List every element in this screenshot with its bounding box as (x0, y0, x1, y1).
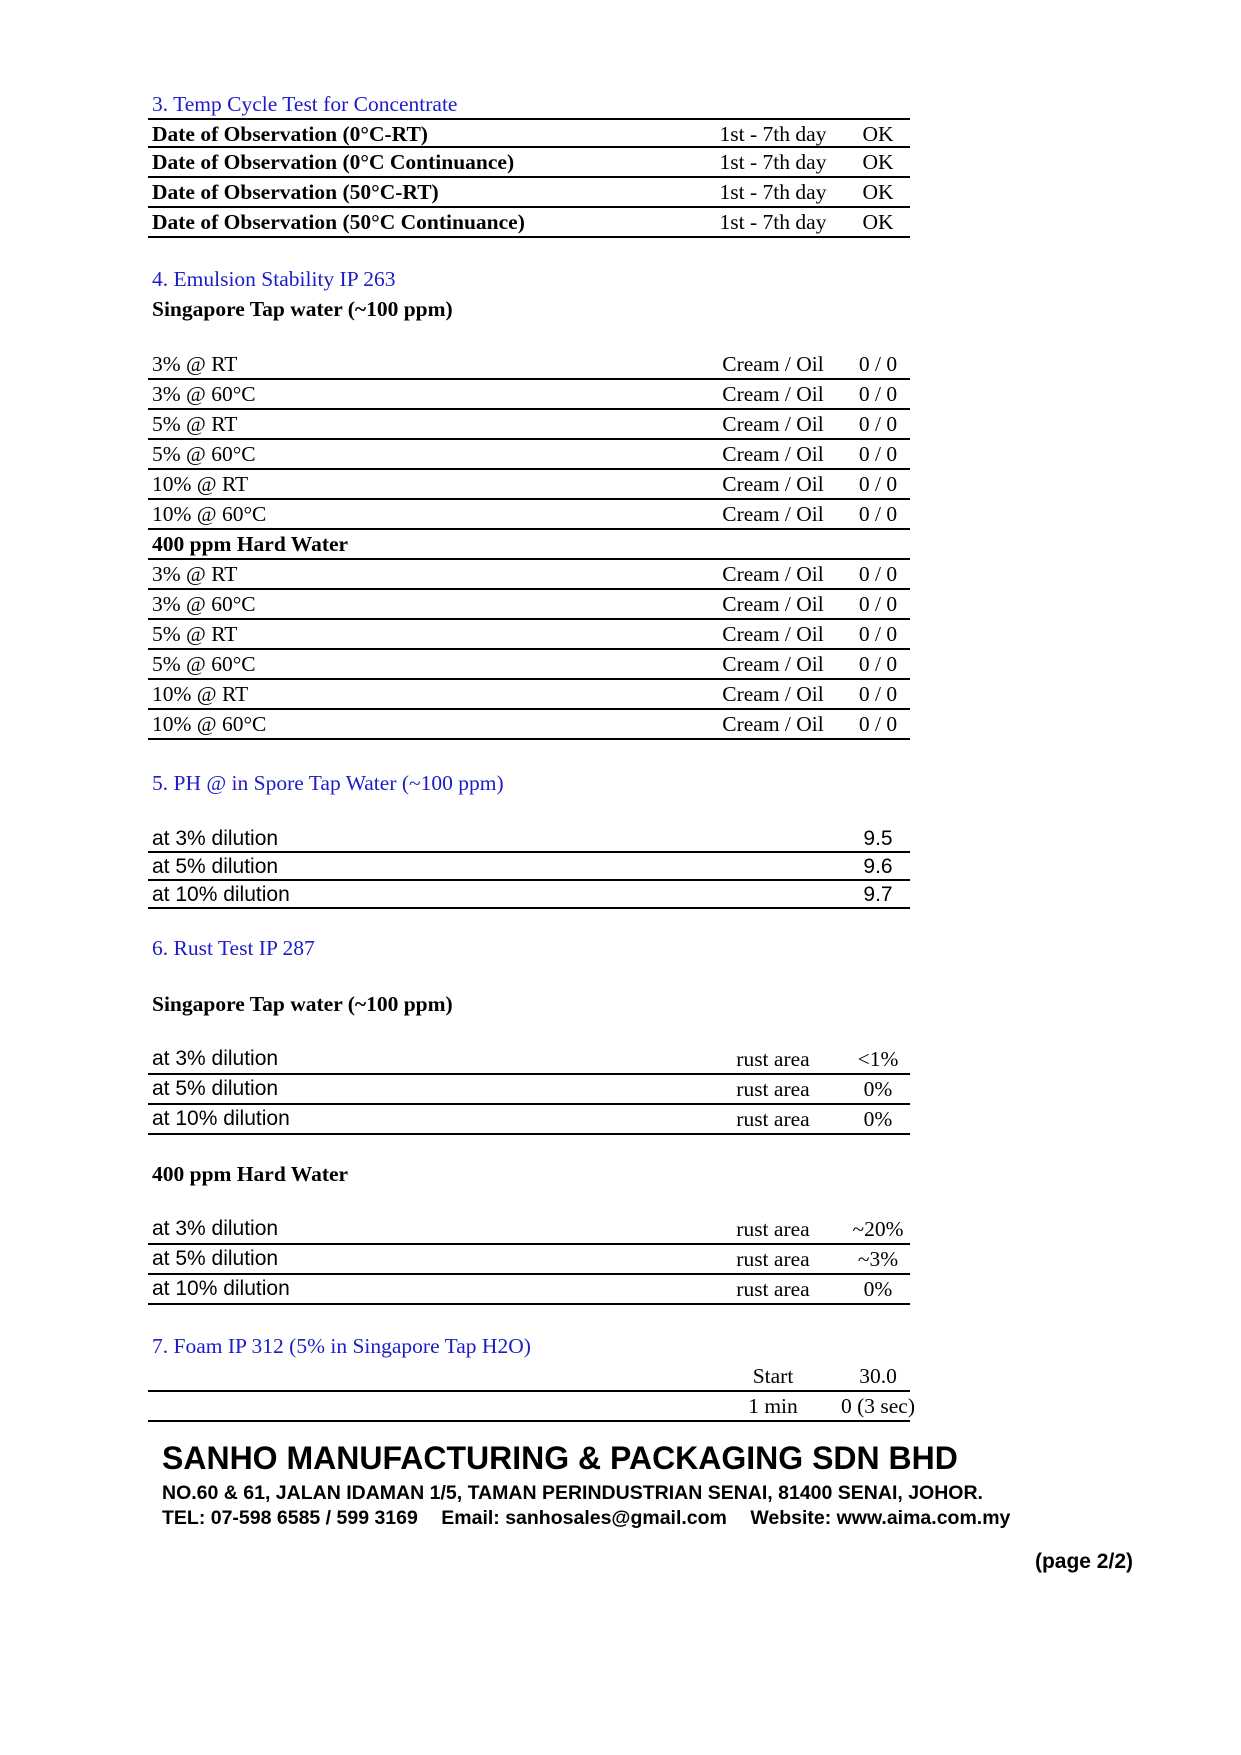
table-row (148, 620, 910, 650)
row-value: 0 (3 sec) (840, 1394, 916, 1418)
row-value: 0 / 0 (858, 652, 898, 676)
page-number: (page 2/2) (1034, 1550, 1133, 1573)
table-row (148, 440, 910, 470)
table-row (148, 350, 910, 380)
row-label: Date of Observation (0°C Continuance) (152, 150, 515, 174)
row-period: 1st - 7th day (719, 210, 827, 234)
row-result: OK (862, 180, 894, 204)
row-label: at 10% dilution (152, 883, 290, 906)
section-6-title: 6. Rust Test IP 287 (152, 936, 315, 960)
row-label: 3% @ RT (152, 562, 238, 586)
table-row (148, 825, 910, 853)
row-label: 5% @ 60°C (152, 442, 256, 466)
row-measure: Cream / Oil (722, 412, 824, 436)
row-label: at 5% dilution (152, 1247, 279, 1270)
section-7-title: 7. Foam IP 312 (5% in Singapore Tap H2O) (152, 1334, 531, 1358)
row-label: 5% @ RT (152, 412, 238, 436)
row-value: 9.7 (863, 883, 893, 906)
row-period: 1st - 7th day (719, 180, 827, 204)
table-row-group-header (148, 530, 910, 560)
subsection-title: Singapore Tap water (~100 ppm) (152, 297, 453, 321)
row-label: 10% @ RT (152, 682, 249, 706)
row-value: 0 / 0 (858, 472, 898, 496)
table-row (148, 148, 910, 178)
row-value: 0 / 0 (858, 502, 898, 526)
table-row (148, 1362, 910, 1392)
subsection-title: Singapore Tap water (~100 ppm) (152, 992, 453, 1016)
table-row (148, 1045, 910, 1075)
row-measure: Cream / Oil (722, 562, 824, 586)
table-row (148, 470, 910, 500)
row-label: at 5% dilution (152, 1077, 279, 1100)
table-row (148, 853, 910, 881)
row-label: 10% @ RT (152, 472, 249, 496)
row-label: Date of Observation (0°C-RT) (152, 122, 428, 146)
section-3-title: 3. Temp Cycle Test for Concentrate (152, 92, 458, 116)
row-measure: Cream / Oil (722, 472, 824, 496)
row-label: at 10% dilution (152, 1107, 290, 1130)
row-label: 3% @ 60°C (152, 382, 256, 406)
row-label: Date of Observation (50°C-RT) (152, 180, 439, 204)
table-row (148, 1392, 916, 1422)
row-result: OK (862, 210, 894, 234)
row-value: 0 / 0 (858, 382, 898, 406)
table-row (148, 1275, 910, 1305)
table-row (148, 178, 910, 208)
row-result: OK (862, 122, 894, 146)
row-value: ~3% (857, 1247, 899, 1271)
row-period: 1st - 7th day (719, 122, 827, 146)
row-period: 1st - 7th day (719, 150, 827, 174)
table-row (148, 380, 910, 410)
row-value: <1% (857, 1047, 899, 1071)
row-measure: Cream / Oil (722, 352, 824, 376)
row-measure: Cream / Oil (722, 622, 824, 646)
company-email[interactable]: Email: sanhosales@gmail.com (441, 1507, 727, 1529)
table-row (148, 650, 910, 680)
row-value: 0 / 0 (858, 592, 898, 616)
table-row (148, 1075, 910, 1105)
row-label: 10% @ 60°C (152, 502, 267, 526)
table-row (148, 410, 910, 440)
table-row (148, 590, 910, 620)
row-label: 10% @ 60°C (152, 712, 267, 736)
table-row (148, 680, 910, 710)
row-value: 0 / 0 (858, 622, 898, 646)
row-value: 0 / 0 (858, 712, 898, 736)
row-value: 0 / 0 (858, 682, 898, 706)
row-measure: rust area (736, 1107, 810, 1131)
row-measure: rust area (736, 1277, 810, 1301)
row-value: ~20% (852, 1217, 904, 1241)
section-4-title: 4. Emulsion Stability IP 263 (152, 267, 396, 291)
table-row (148, 1105, 910, 1135)
row-value: 9.5 (863, 827, 893, 850)
table-row (148, 500, 910, 530)
table-row (148, 208, 910, 238)
row-measure: Cream / Oil (722, 382, 824, 406)
row-value: 0 / 0 (858, 562, 898, 586)
table-row (148, 1215, 910, 1245)
row-time: Start (752, 1364, 794, 1388)
row-value: 0% (863, 1107, 893, 1131)
row-value: 0 / 0 (858, 412, 898, 436)
row-measure: Cream / Oil (722, 592, 824, 616)
company-name: SANHO MANUFACTURING & PACKAGING SDN BHD (162, 1440, 958, 1476)
row-measure: Cream / Oil (722, 652, 824, 676)
row-label: at 3% dilution (152, 827, 279, 850)
row-value: 0% (863, 1077, 893, 1101)
row-value: 9.6 (863, 855, 893, 878)
table-row (148, 1245, 910, 1275)
row-value: 30.0 (859, 1364, 897, 1388)
row-measure: Cream / Oil (722, 682, 824, 706)
row-label: at 5% dilution (152, 855, 279, 878)
subsection-title: 400 ppm Hard Water (152, 1162, 349, 1186)
row-label: at 3% dilution (152, 1217, 279, 1240)
row-label: 3% @ RT (152, 352, 238, 376)
row-value: 0% (863, 1277, 893, 1301)
table-row (148, 881, 910, 909)
row-value: 0 / 0 (858, 442, 898, 466)
row-measure: Cream / Oil (722, 712, 824, 736)
company-website[interactable]: Website: www.aima.com.my (750, 1507, 1011, 1529)
row-value: 0 / 0 (858, 352, 898, 376)
row-measure: rust area (736, 1247, 810, 1271)
row-label: 5% @ 60°C (152, 652, 256, 676)
table-row (148, 118, 910, 148)
row-label: at 10% dilution (152, 1277, 290, 1300)
section-5-title: 5. PH @ in Spore Tap Water (~100 ppm) (152, 771, 504, 795)
row-measure: Cream / Oil (722, 442, 824, 466)
row-label: Date of Observation (50°C Continuance) (152, 210, 525, 234)
row-label: at 3% dilution (152, 1047, 279, 1070)
row-measure: Cream / Oil (722, 502, 824, 526)
row-measure: rust area (736, 1217, 810, 1241)
subsection-title: 400 ppm Hard Water (152, 532, 349, 556)
row-measure: rust area (736, 1047, 810, 1071)
row-result: OK (862, 150, 894, 174)
company-address: NO.60 & 61, JALAN IDAMAN 1/5, TAMAN PERINDUSTRIAN SENAI, 81400 SENAI, JOHOR. (162, 1482, 983, 1504)
company-tel: TEL: 07-598 6585 / 599 3169 (162, 1507, 418, 1529)
table-row (148, 560, 910, 590)
row-label: 5% @ RT (152, 622, 238, 646)
row-time: 1 min (748, 1394, 798, 1418)
table-row (148, 710, 910, 740)
company-contact (162, 1507, 1028, 1530)
row-label: 3% @ 60°C (152, 592, 256, 616)
row-measure: rust area (736, 1077, 810, 1101)
